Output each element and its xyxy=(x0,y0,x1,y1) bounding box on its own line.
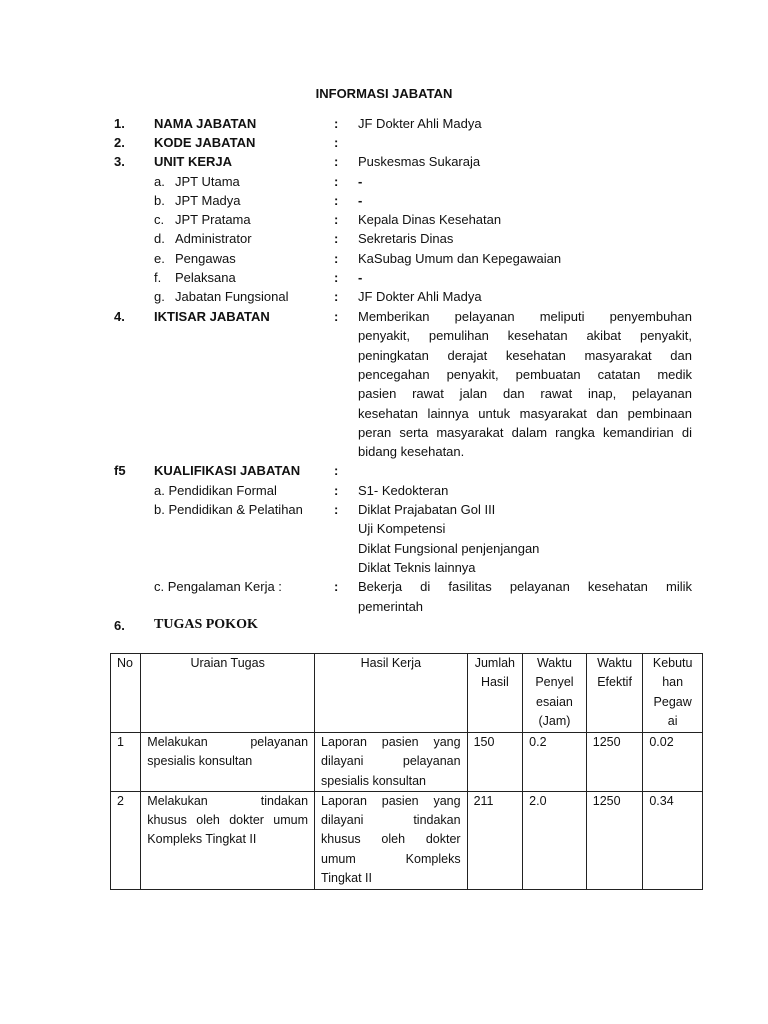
pengawas-value: KaSubag Umum dan Kepegawaian xyxy=(358,251,562,266)
table-row xyxy=(111,733,703,792)
unit-kerja-label: UNIT KERJA xyxy=(154,154,233,169)
sub-letter: b. xyxy=(154,193,165,208)
header-uraian-tugas: Uraian Tugas xyxy=(141,654,315,733)
section-number: 2. xyxy=(114,135,125,150)
pelatihan-value: Diklat Prajabatan Gol III xyxy=(358,502,496,517)
cell-no: 2 xyxy=(111,791,141,889)
header-line: Penyel xyxy=(535,675,574,690)
pendidikan-formal-value: S1- Kedokteran xyxy=(358,483,449,498)
cell-uraian-tugas xyxy=(141,791,315,889)
header-line: Hasil xyxy=(480,675,509,690)
jpt-utama-value: - xyxy=(358,174,363,189)
sub-letter: c. xyxy=(154,212,165,227)
header-line: ai xyxy=(667,713,678,728)
header-waktu-efektif xyxy=(586,654,643,733)
pelatihan-value: Uji Kompetensi xyxy=(358,521,446,536)
header-no: No xyxy=(111,654,141,733)
colon: : xyxy=(334,116,339,131)
pelaksana-label: Pelaksana xyxy=(175,270,236,285)
iktisar-line: pencegahan penyakit, pembuatan catatan medik xyxy=(358,367,692,382)
header-line: Efektif xyxy=(597,675,632,690)
sub-letter: a. xyxy=(154,174,165,189)
cell-line: khusus oleh dokter xyxy=(321,832,461,847)
cell-line: Melakukan tindakan xyxy=(147,793,309,808)
sub-letter: e. xyxy=(154,251,165,266)
pengawas-label: Pengawas xyxy=(175,251,236,266)
iktisar-line: peran serta masyarakat dalam rangka kemandirian di xyxy=(358,425,692,440)
pengalaman-line: pemerintah xyxy=(358,599,424,614)
iktisar-line: penyakit, pemulihan kesehatan akibat penyakit, xyxy=(358,328,692,343)
cell-waktu-efektif: 1250 xyxy=(586,791,643,889)
kualifikasi-jabatan-label: KUALIFIKASI JABATAN xyxy=(154,463,301,478)
jpt-pratama-label: JPT Pratama xyxy=(175,212,251,227)
jpt-pratama-value: Kepala Dinas Kesehatan xyxy=(358,212,502,227)
iktisar-line: peningkatan derajat kesehatan masyarakat dan xyxy=(358,348,692,363)
iktisar-line: bidang kesehatan. xyxy=(358,444,465,459)
jabatan-fungsional-label: Jabatan Fungsional xyxy=(175,289,289,304)
cell-waktu-penyelesaian: 2.0 xyxy=(523,791,587,889)
jpt-madya-label: JPT Madya xyxy=(175,193,241,208)
colon: : xyxy=(334,579,339,594)
pendidikan-formal-label: a. Pendidikan Formal xyxy=(154,483,277,498)
colon: : xyxy=(334,502,339,517)
jabatan-fungsional-value: JF Dokter Ahli Madya xyxy=(358,289,482,304)
colon: : xyxy=(334,135,339,150)
colon: : xyxy=(334,231,339,246)
unit-kerja-value: Puskesmas Sukaraja xyxy=(358,154,481,169)
administrator-value: Sekretaris Dinas xyxy=(358,231,454,246)
tugas-pokok-table xyxy=(110,653,703,890)
header-line: Jumlah xyxy=(474,656,515,670)
colon: : xyxy=(334,309,339,324)
nama-jabatan-label: NAMA JABATAN xyxy=(154,116,257,131)
cell-waktu-efektif: 1250 xyxy=(586,733,643,792)
iktisar-line: kesehatan lainnya untuk masyarakat dan pembinaan xyxy=(358,406,692,421)
cell-line: umum Kompleks xyxy=(321,851,461,866)
pelatihan-value: Diklat Fungsional penjenjangan xyxy=(358,541,540,556)
cell-kebutuhan-pegawai: 0.02 xyxy=(643,733,703,792)
header-hasil-kerja: Hasil Kerja xyxy=(315,654,468,733)
cell-waktu-penyelesaian: 0.2 xyxy=(523,733,587,792)
header-line: Waktu xyxy=(597,656,633,670)
header-line: esaian xyxy=(536,694,573,709)
section-number: 6. xyxy=(114,618,125,633)
cell-no: 1 xyxy=(111,733,141,792)
colon: : xyxy=(334,154,339,169)
cell-hasil-kerja xyxy=(315,791,468,889)
administrator-label: Administrator xyxy=(175,231,252,246)
section-number: 1. xyxy=(114,116,125,131)
header-line: Kebutu xyxy=(652,656,693,670)
cell-line: dilayani tindakan xyxy=(321,813,461,828)
header-line: han xyxy=(662,675,684,690)
cell-line: Tingkat II xyxy=(321,871,372,886)
table-row xyxy=(111,791,703,889)
colon: : xyxy=(334,289,339,304)
iktisar-jabatan-label: IKTISAR JABATAN xyxy=(154,309,270,324)
colon: : xyxy=(334,483,339,498)
cell-line: spesialis konsultan xyxy=(147,754,253,769)
header-line: Pegaw xyxy=(653,694,692,709)
colon: : xyxy=(334,251,339,266)
jpt-utama-label: JPT Utama xyxy=(175,174,240,189)
cell-line: khusus oleh dokter umum xyxy=(147,813,309,828)
cell-hasil-kerja xyxy=(315,733,468,792)
iktisar-line: Memberikan pelayanan meliputi penyembuhan xyxy=(358,309,692,324)
tugas-pokok-heading: TUGAS POKOK xyxy=(154,617,258,632)
cell-kebutuhan-pegawai: 0.34 xyxy=(643,791,703,889)
sub-letter: d. xyxy=(154,231,165,246)
sub-letter: g. xyxy=(154,289,165,304)
header-kebutuhan-pegawai xyxy=(643,654,703,733)
colon: : xyxy=(334,463,339,478)
pengalaman-line: Bekerja di fasilitas pelayanan kesehatan milik xyxy=(358,579,692,594)
nama-jabatan-value: JF Dokter Ahli Madya xyxy=(358,116,482,131)
cell-line: Laporan pasien yang xyxy=(321,735,461,749)
colon: : xyxy=(334,212,339,227)
colon: : xyxy=(334,174,339,189)
pelatihan-value: Diklat Teknis lainnya xyxy=(358,560,476,575)
cell-line: Kompleks Tingkat II xyxy=(147,832,257,847)
cell-line: dilayani pelayanan xyxy=(321,754,461,769)
section-number: f5 xyxy=(114,463,126,478)
section-number: 3. xyxy=(114,154,125,169)
cell-jumlah-hasil: 211 xyxy=(467,791,523,889)
header-waktu-penyelesaian xyxy=(523,654,587,733)
kode-jabatan-label: KODE JABATAN xyxy=(154,135,256,150)
colon: : xyxy=(334,193,339,208)
cell-line: Melakukan pelayanan xyxy=(147,735,309,749)
header-jumlah-hasil xyxy=(467,654,523,733)
section-number: 4. xyxy=(114,309,125,324)
iktisar-line: pasien rawat jalan dan rawat inap, pelayanan xyxy=(358,386,692,401)
cell-jumlah-hasil: 150 xyxy=(467,733,523,792)
header-line: (Jam) xyxy=(538,713,571,728)
jpt-madya-value: - xyxy=(358,193,363,208)
cell-line: Laporan pasien yang xyxy=(321,793,461,808)
pelaksana-value: - xyxy=(358,270,363,285)
pengalaman-kerja-label: c. Pengalaman Kerja : xyxy=(154,579,282,594)
table-header-row xyxy=(111,654,703,733)
sub-letter: f. xyxy=(154,270,162,285)
page-title: INFORMASI JABATAN xyxy=(315,86,453,101)
header-line: Waktu xyxy=(536,656,572,670)
cell-uraian-tugas xyxy=(141,733,315,792)
pendidikan-pelatihan-label: b. Pendidikan & Pelatihan xyxy=(154,502,303,517)
cell-line: spesialis konsultan xyxy=(321,773,426,788)
colon: : xyxy=(334,270,339,285)
